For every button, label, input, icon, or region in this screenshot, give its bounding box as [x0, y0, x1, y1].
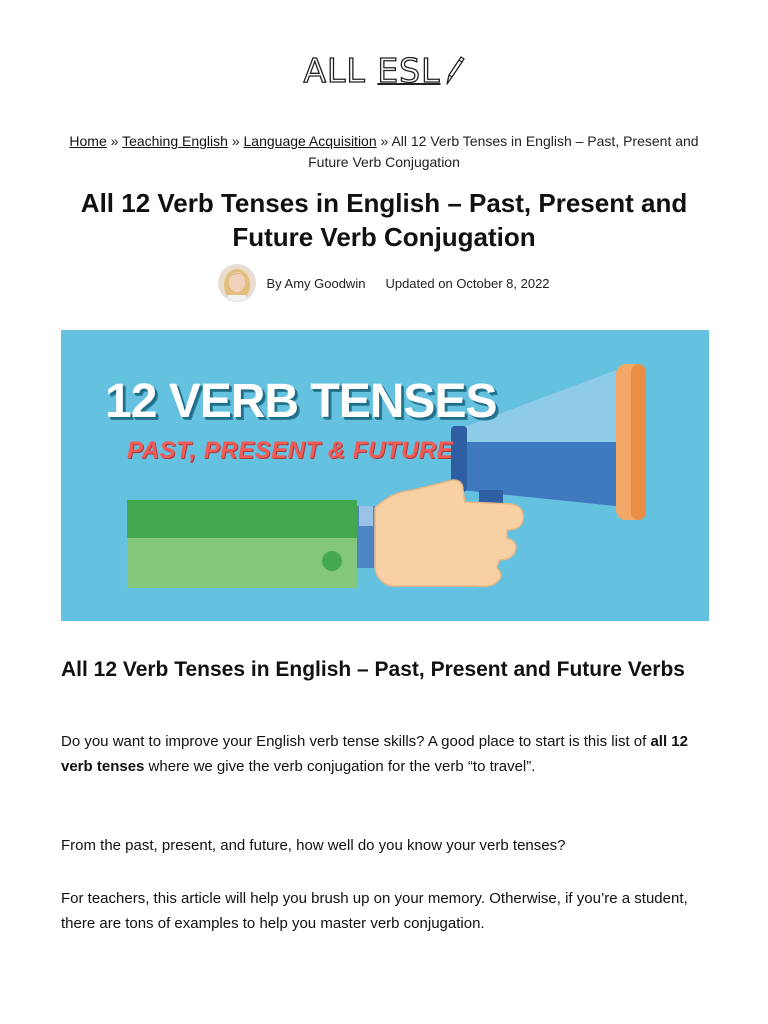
section-heading: All 12 Verb Tenses in English – Past, Present and Future Verbs [61, 658, 685, 681]
breadcrumb-separator: » [231, 133, 240, 149]
hero-image [61, 330, 709, 621]
hero-subtitle: PAST, PRESENT & FUTURE [127, 437, 454, 464]
breadcrumb-language-acquisition[interactable]: Language Acquisition [243, 133, 377, 149]
breadcrumb-separator: » [380, 133, 389, 149]
bold-phrase: all 12 verb tenses [61, 733, 688, 775]
article-byline [0, 265, 768, 301]
intro-paragraph: Do you want to improve your English verb tense skills? A good place to start is this list of all 12 verb tenses where we give the verb conjugation for the verb “to travel”. [61, 733, 688, 775]
author-name[interactable]: By Amy Goodwin [266, 275, 366, 291]
pencil-icon [443, 53, 465, 87]
question-paragraph: From the past, present, and future, how well do you know your verb tenses? [61, 837, 566, 854]
breadcrumb-home[interactable]: Home [69, 133, 107, 149]
updated-date: October 8, 2022 [456, 275, 550, 291]
author-avatar[interactable] [218, 264, 256, 302]
breadcrumb [60, 131, 708, 173]
breadcrumb-current: All 12 Verb Tenses in English – Past, Present and Future Verb Conjugation [308, 133, 699, 170]
breadcrumb-separator: » [110, 133, 119, 149]
page-title: All 12 Verb Tenses in English – Past, Present and Future Verb Conjugation [80, 188, 688, 252]
updated-label: Updated on [385, 275, 453, 291]
site-logo[interactable] [0, 48, 768, 92]
teachers-paragraph: For teachers, this article will help you brush up on your memory. Otherwise, if you’re a student, there are tons of examples to help you master verb conjugation. [61, 890, 688, 932]
logo-text: ALL ESL [303, 50, 441, 90]
hero-title: 12 VERB TENSES [105, 375, 497, 428]
breadcrumb-teaching-english[interactable]: Teaching English [122, 133, 228, 149]
